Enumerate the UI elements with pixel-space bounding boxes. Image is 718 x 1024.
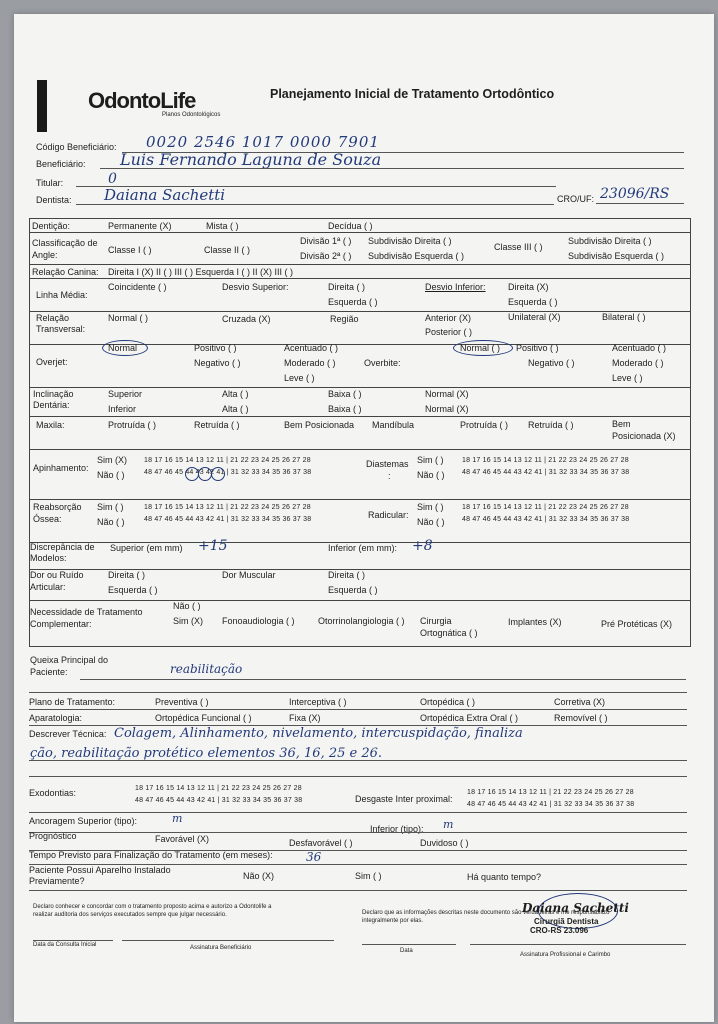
cruzada-option[interactable]: Cruzada (X) bbox=[222, 314, 271, 324]
maxila-protruida-option[interactable]: Protruída ( ) bbox=[108, 420, 157, 430]
inf-esquerda-option[interactable]: Esquerda ( ) bbox=[508, 297, 558, 307]
reabsorcao-label-1: Reabsorção bbox=[33, 502, 82, 512]
fono-option[interactable]: Fonoaudiologia ( ) bbox=[222, 616, 295, 626]
preproteticas-option[interactable]: Pré Protéticas (X) bbox=[601, 619, 673, 629]
overjet-moderado-option[interactable]: Moderado ( ) bbox=[284, 358, 336, 368]
incl-inferior-label: Inferior bbox=[108, 404, 137, 414]
trans-normal-option[interactable]: Normal ( ) bbox=[108, 313, 148, 323]
posterior-option[interactable]: Posterior ( ) bbox=[425, 327, 473, 337]
apinh-upper-teeth: 18 17 16 15 14 13 12 11 | 21 22 23 24 25 26 27 28 bbox=[144, 457, 311, 464]
rad-sim-option[interactable]: Sim ( ) bbox=[417, 502, 444, 512]
overjet-leve-option[interactable]: Leve ( ) bbox=[284, 373, 315, 383]
reab-upper-teeth: 18 17 16 15 14 13 12 11 | 21 22 23 24 25 26 27 28 bbox=[144, 504, 311, 511]
nec-sim-option[interactable]: Sim (X) bbox=[173, 616, 203, 626]
beneficiario-label: Beneficiário: bbox=[36, 159, 86, 169]
tempo-label: Tempo Previsto para Finalização do Tratamento (em meses): bbox=[29, 850, 273, 860]
data-consulta-label: Data da Consulta Inicial bbox=[33, 942, 97, 948]
reab-sim-option[interactable]: Sim ( ) bbox=[97, 502, 124, 512]
dor-esquerda-option[interactable]: Esquerda ( ) bbox=[108, 585, 158, 595]
dormusc-direita-option[interactable]: Direita ( ) bbox=[328, 570, 366, 580]
reabsorcao-label-2: Óssea: bbox=[33, 514, 62, 524]
classe2-option[interactable]: Classe II ( ) bbox=[204, 245, 251, 255]
overjet-label: Overjet: bbox=[36, 357, 68, 367]
titular-value: 0 bbox=[108, 171, 117, 187]
incl-alta-inf-option[interactable]: Alta ( ) bbox=[222, 404, 249, 414]
exodontias-label: Exodontias: bbox=[29, 788, 77, 798]
diast-sim-option[interactable]: Sim ( ) bbox=[417, 455, 444, 465]
aparelho-label-1: Paciente Possui Aparelho Instalado bbox=[29, 865, 171, 875]
otorrino-option[interactable]: Otorrinolangiologia ( ) bbox=[318, 616, 405, 626]
mand-protruida-option[interactable]: Protruída ( ) bbox=[460, 420, 509, 430]
mista-option[interactable]: Mista ( ) bbox=[206, 221, 239, 231]
ancoragem-inf-label: Inferior (tipo): bbox=[370, 824, 424, 834]
relcanina-options[interactable]: Direita I (X) II ( ) III ( ) Esquerda I ( ) II (X) III ( ) bbox=[108, 267, 294, 277]
page-title: Planejamento Inicial de Tratamento Ortodôntico bbox=[270, 87, 555, 101]
sup-direita-option[interactable]: Direita ( ) bbox=[328, 282, 366, 292]
queixa-label-1: Queixa Principal do bbox=[30, 655, 109, 665]
div2-option[interactable]: Divisão 2ª ( ) bbox=[300, 251, 352, 261]
dentista-label: Dentista: bbox=[36, 195, 72, 205]
diast-nao-option[interactable]: Não ( ) bbox=[417, 470, 445, 480]
dentista-value: Daiana Sachetti bbox=[104, 186, 226, 204]
cro-label: CRO/UF: bbox=[557, 194, 594, 204]
apinhamento-label: Apinhamento: bbox=[33, 463, 89, 473]
radicular-label: Radicular: bbox=[368, 510, 409, 520]
overjet-positivo-option[interactable]: Positivo ( ) bbox=[194, 343, 237, 353]
subesq2-option[interactable]: Subdivisão Esquerda ( ) bbox=[568, 251, 665, 261]
rad-nao-option[interactable]: Não ( ) bbox=[417, 517, 445, 527]
data-label: Data bbox=[400, 948, 413, 954]
desvioinf-label: Desvio Inferior: bbox=[425, 282, 486, 292]
ancoragem-inf-value: m bbox=[443, 818, 454, 831]
ortoextra-option[interactable]: Ortopédica Extra Oral ( ) bbox=[420, 713, 519, 723]
logo-text: OdontoLife bbox=[88, 88, 196, 113]
desg-teeth-chart[interactable] bbox=[467, 787, 634, 811]
declaracao-1a: Declaro conhecer e concordar com o tratamento proposto acima e autorizo a Odontolife a bbox=[33, 904, 272, 910]
diastemas-label: Diastemas bbox=[366, 459, 409, 469]
removivel-option[interactable]: Removível ( ) bbox=[554, 713, 608, 723]
exo-lower-teeth: 48 47 46 45 44 43 42 41 | 31 32 33 34 35 36 37 38 bbox=[135, 797, 303, 804]
plano-label: Plano de Tratamento: bbox=[29, 697, 116, 707]
incl-superior-label: Superior bbox=[108, 389, 143, 399]
beneficiario-value: Luis Fernando Laguna de Souza bbox=[120, 150, 382, 169]
stamp-cro: CRO-RS 23.096 bbox=[530, 926, 589, 935]
desg-lower-teeth: 48 47 46 45 44 43 42 41 | 31 32 33 34 35 36 37 38 bbox=[467, 801, 635, 808]
queixa-value: reabilitação bbox=[170, 662, 243, 676]
cirurgia-label: Cirurgia bbox=[420, 616, 452, 626]
corretiva-option[interactable]: Corretiva (X) bbox=[554, 697, 606, 707]
reltrans-label-2: Transversal: bbox=[36, 324, 86, 334]
classe3-option[interactable]: Classe III ( ) bbox=[494, 242, 543, 252]
discrep-label-2: Modelos: bbox=[30, 553, 67, 563]
desg-upper-teeth: 18 17 16 15 14 13 12 11 | 21 22 23 24 25 26 27 28 bbox=[467, 789, 634, 796]
duvidoso-option[interactable]: Duvidoso ( ) bbox=[420, 838, 469, 848]
inf-direita-option[interactable]: Direita (X) bbox=[508, 282, 549, 292]
exo-teeth-chart[interactable] bbox=[135, 783, 302, 807]
apinh-teeth-chart[interactable] bbox=[144, 455, 311, 479]
diast-lower-teeth: 48 47 46 45 44 43 42 41 | 31 32 33 34 35 36 37 38 bbox=[462, 469, 630, 476]
dor-muscular-label: Dor Muscular bbox=[222, 570, 276, 580]
titular-label: Titular: bbox=[36, 178, 64, 188]
decidua-option[interactable]: Decídua ( ) bbox=[328, 221, 373, 231]
dor-direita-option[interactable]: Direita ( ) bbox=[108, 570, 146, 580]
preventiva-option[interactable]: Preventiva ( ) bbox=[155, 697, 209, 707]
ortopedica-option[interactable]: Ortopédica ( ) bbox=[420, 697, 476, 707]
desfavoravel-option[interactable]: Desfavorável ( ) bbox=[289, 838, 353, 848]
overjet-acentuado-option[interactable]: Acentuado ( ) bbox=[284, 343, 339, 353]
stamp-name: Daiana Sachetti bbox=[522, 901, 629, 915]
overbite-label: Overbite: bbox=[364, 358, 401, 368]
implantes-option[interactable]: Implantes (X) bbox=[508, 617, 562, 627]
mandibula-label: Mandíbula bbox=[372, 420, 415, 430]
unilateral-option[interactable]: Unilateral (X) bbox=[508, 312, 561, 322]
desviosup-label: Desvio Superior: bbox=[222, 282, 289, 292]
assinatura-profissional-label: Assinatura Profissional e Carimbo bbox=[520, 952, 611, 958]
overbite-normal-option[interactable]: Normal ( ) bbox=[460, 343, 500, 353]
div1-option[interactable]: Divisão 1ª ( ) bbox=[300, 236, 352, 246]
maxila-retruida-option[interactable]: Retruída ( ) bbox=[194, 420, 240, 430]
subesq-option[interactable]: Subdivisão Esquerda ( ) bbox=[368, 251, 465, 261]
linhamedia-label: Linha Média: bbox=[36, 290, 88, 300]
denticao-label: Dentição: bbox=[32, 221, 71, 231]
reab-nao-option[interactable]: Não ( ) bbox=[97, 517, 125, 527]
aparelho-sim-option[interactable]: Sim ( ) bbox=[355, 871, 382, 881]
maxila-label: Maxila: bbox=[36, 420, 65, 430]
apinh-sim-option[interactable]: Sim (X) bbox=[97, 455, 127, 465]
anterior-option[interactable]: Anterior (X) bbox=[425, 313, 472, 323]
bilateral-option[interactable]: Bilateral ( ) bbox=[602, 312, 646, 322]
nec-label-2: Complementar: bbox=[30, 619, 92, 629]
regiao-label: Região bbox=[330, 314, 359, 324]
discrep-superior-label: Superior (em mm) bbox=[110, 543, 183, 553]
incl-alta-sup-option[interactable]: Alta ( ) bbox=[222, 389, 249, 399]
logo-bar bbox=[37, 80, 47, 132]
relcanina-label: Relação Canina: bbox=[32, 267, 99, 277]
classificacao-label: Classificação de bbox=[32, 238, 98, 248]
reltrans-label-1: Relação bbox=[36, 313, 70, 323]
nec-nao-option[interactable]: Não ( ) bbox=[173, 601, 201, 611]
classe1-option[interactable]: Classe I ( ) bbox=[108, 245, 152, 255]
discrep-label-1: Discrepância de bbox=[30, 542, 95, 552]
tecnica-line-2: ção, reabilitação protético elementos 36, 16, 25 e 26. bbox=[30, 746, 383, 761]
diast-teeth-chart[interactable] bbox=[462, 455, 629, 479]
diastemas-colon: : bbox=[388, 471, 391, 481]
overbite-leve-option[interactable]: Leve ( ) bbox=[612, 373, 643, 383]
nec-label-1: Necessidade de Tratamento bbox=[30, 607, 143, 617]
ancoragem-value: m bbox=[172, 812, 183, 825]
rad-teeth-chart[interactable] bbox=[462, 502, 629, 526]
rad-lower-teeth: 48 47 46 45 44 43 42 41 | 31 32 33 34 35 36 37 38 bbox=[462, 516, 630, 523]
mand-retruida-option[interactable]: Retruída ( ) bbox=[528, 420, 574, 430]
reab-teeth-chart[interactable] bbox=[144, 502, 311, 526]
permanente-option[interactable]: Permanente (X) bbox=[108, 221, 172, 231]
cro-value: 23096/RS bbox=[600, 186, 670, 202]
declaracao-1b: realizar auditoria dos serviços executados sempre que julgar necessário. bbox=[33, 912, 227, 918]
quanto-label: Há quanto tempo? bbox=[467, 872, 542, 882]
desgaste-label: Desgaste Inter proximal: bbox=[355, 794, 453, 804]
descrever-label: Descrever Técnica: bbox=[29, 729, 107, 739]
overbite-acentuado-option[interactable]: Acentuado ( ) bbox=[612, 343, 667, 353]
reab-lower-teeth: 48 47 46 45 44 43 42 41 | 31 32 33 34 35 36 37 38 bbox=[144, 516, 312, 523]
logo-subtitle: Planos Odontológicos bbox=[162, 112, 221, 118]
aparelho-nao-option[interactable]: Não (X) bbox=[243, 871, 275, 881]
ortofunc-option[interactable]: Ortopédica Funcional ( ) bbox=[155, 713, 252, 723]
incl-normal-inf-option[interactable]: Normal (X) bbox=[425, 404, 469, 414]
tecnica-line-1: Colagem, Alinhamento, nivelamento, intercuspidação, finaliza bbox=[114, 726, 523, 741]
rad-upper-teeth: 18 17 16 15 14 13 12 11 | 21 22 23 24 25 26 27 28 bbox=[462, 504, 629, 511]
dor-label-1: Dor ou Ruído bbox=[30, 570, 84, 580]
tempo-value: 36 bbox=[306, 850, 322, 864]
codigo-value: 0020 2546 1017 0000 7901 bbox=[146, 133, 380, 151]
discrep-inferior-label: Inferior (em mm): bbox=[328, 543, 398, 553]
overbite-negativo-option[interactable]: Negativo ( ) bbox=[528, 358, 575, 368]
declaracao-2a: Declaro que as informações descritas neste documento são verdadeiras e me responsabilizo bbox=[362, 910, 610, 916]
incl-baixa-sup-option[interactable]: Baixa ( ) bbox=[328, 389, 362, 399]
prognostico-label: Prognóstico bbox=[29, 831, 77, 841]
mand-posicionada-option[interactable]: Posicionada (X) bbox=[612, 431, 676, 441]
angle-label: Angle: bbox=[32, 250, 58, 260]
aparatologia-label: Aparatologia: bbox=[29, 713, 83, 723]
overjet-normal-option[interactable]: Normal bbox=[108, 343, 138, 353]
exo-upper-teeth: 18 17 16 15 14 13 12 11 | 21 22 23 24 25 26 27 28 bbox=[135, 785, 302, 792]
professional-stamp bbox=[522, 893, 629, 935]
ortognatica-option[interactable]: Ortognática ( ) bbox=[420, 628, 478, 638]
subdir2-option[interactable]: Subdivisão Direita ( ) bbox=[568, 236, 652, 246]
declaracao-2b: integralmente por elas. bbox=[362, 918, 424, 924]
dor-label-2: Articular: bbox=[30, 582, 66, 592]
apinh-lower-teeth: 48 47 46 45 44 43 42 41 | 31 32 33 34 35 36 37 38 bbox=[144, 469, 312, 476]
stamp-title: Cirurgiã Dentista bbox=[534, 917, 599, 926]
overbite-positivo-option[interactable]: Positivo ( ) bbox=[516, 343, 559, 353]
codigo-label: Código Beneficiário: bbox=[36, 142, 117, 152]
inclinacao-label-1: Inclinação bbox=[33, 389, 74, 399]
discrep-superior-value: +15 bbox=[198, 538, 228, 554]
fixa-option[interactable]: Fixa (X) bbox=[289, 713, 321, 723]
subdir-option[interactable]: Subdivisão Direita ( ) bbox=[368, 236, 452, 246]
overbite-moderado-option[interactable]: Moderado ( ) bbox=[612, 358, 664, 368]
dormusc-esquerda-option[interactable]: Esquerda ( ) bbox=[328, 585, 378, 595]
odontolife-logo bbox=[88, 88, 220, 118]
mand-bem-label: Bem bbox=[612, 419, 631, 429]
diast-upper-teeth: 18 17 16 15 14 13 12 11 | 21 22 23 24 25 26 27 28 bbox=[462, 457, 629, 464]
discrep-inferior-value: +8 bbox=[412, 538, 433, 554]
interceptiva-option[interactable]: Interceptiva ( ) bbox=[289, 697, 347, 707]
coincidente-option[interactable]: Coincidente ( ) bbox=[108, 282, 167, 292]
overjet-negativo-option[interactable]: Negativo ( ) bbox=[194, 358, 241, 368]
incl-baixa-inf-option[interactable]: Baixa ( ) bbox=[328, 404, 362, 414]
sup-esquerda-option[interactable]: Esquerda ( ) bbox=[328, 297, 378, 307]
aparelho-label-2: Previamente? bbox=[29, 876, 85, 886]
assinatura-beneficiario-label: Assinatura Beneficiário bbox=[190, 945, 252, 951]
queixa-label-2: Paciente: bbox=[30, 667, 68, 677]
favoravel-option[interactable]: Favorável (X) bbox=[155, 834, 210, 844]
ancoragem-label: Ancoragem Superior (tipo): bbox=[29, 816, 138, 826]
maxila-bempos-option[interactable]: Bem Posicionada bbox=[284, 420, 355, 430]
inclinacao-label-2: Dentária: bbox=[33, 400, 70, 410]
incl-normal-sup-option[interactable]: Normal (X) bbox=[425, 389, 469, 399]
apinh-nao-option[interactable]: Não ( ) bbox=[97, 470, 125, 480]
